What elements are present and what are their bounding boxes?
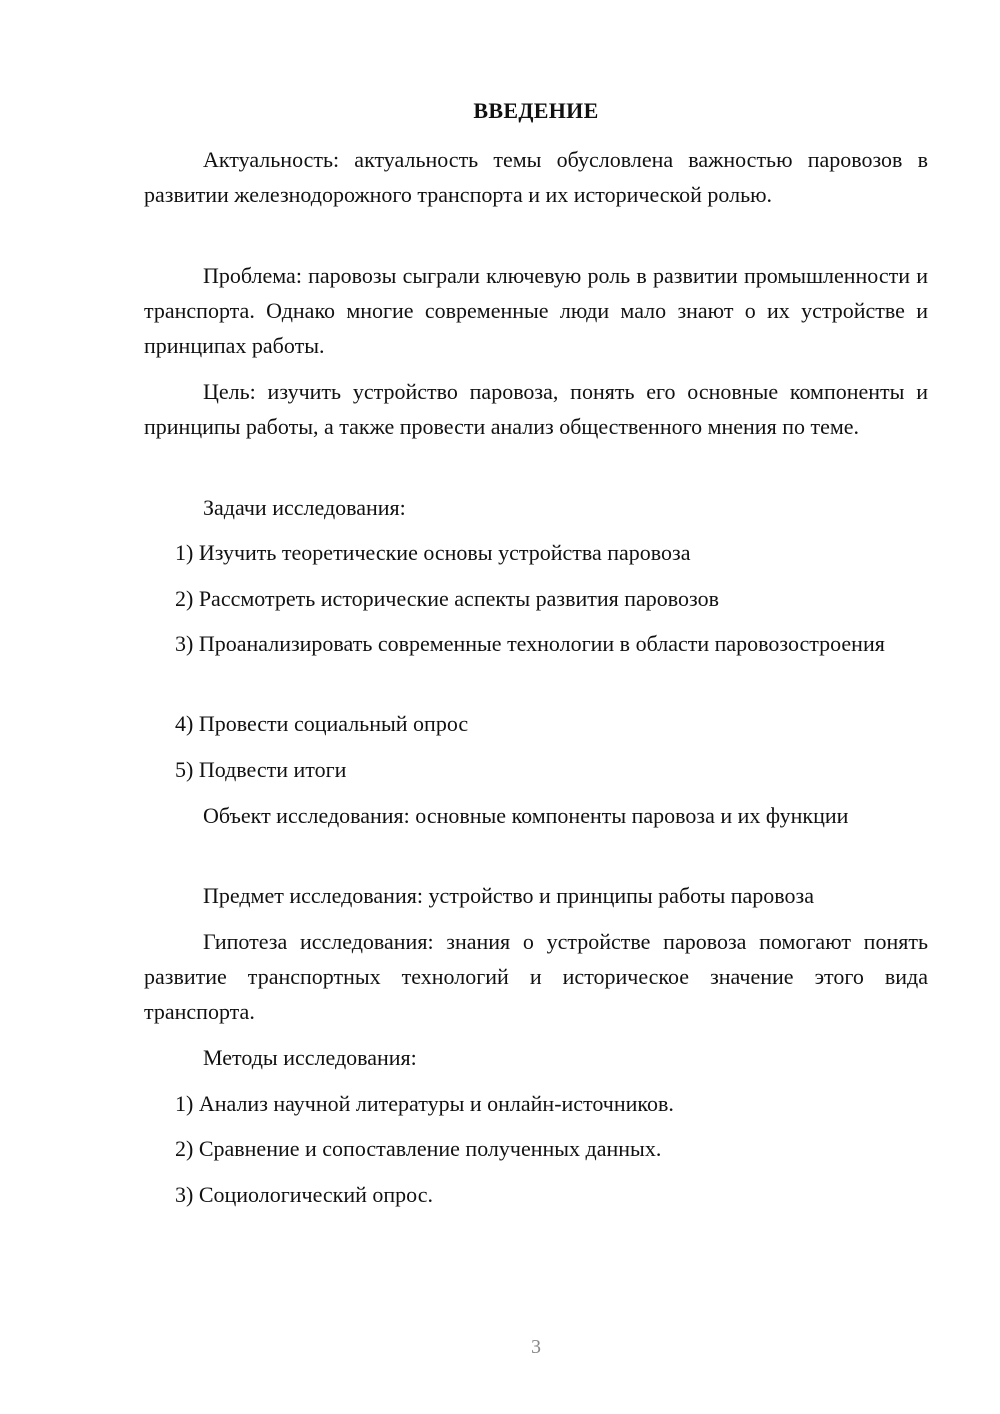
task-item-4: 4) Провести социальный опрос xyxy=(175,711,469,736)
subject-paragraph: Предмет исследования: устройство и принципы работы паровоза xyxy=(203,883,814,908)
method-item-1: 1) Анализ научной литературы и онлайн-источников. xyxy=(175,1091,674,1116)
page-title: ВВЕДЕНИЕ xyxy=(473,98,599,123)
tasks-heading: Задачи исследования: xyxy=(203,495,406,520)
task-item-3: 3) Проанализировать современные технологии в области паровозостроения xyxy=(175,631,885,656)
page-number: 3 xyxy=(531,1336,541,1358)
method-item-3: 3) Социологический опрос. xyxy=(175,1182,433,1207)
hypothesis-paragraph: Гипотеза исследования: знания о устройстве паровоза помогают понять развитие транспортных технологий и историческое значение этого вида транспорта. xyxy=(144,929,928,1024)
relevance-paragraph: Актуальность: актуальность темы обусловлена важностью паровозов в развитии железнодорожного транспорта и их исторической ролью. xyxy=(144,147,928,207)
methods-heading: Методы исследования: xyxy=(203,1045,417,1070)
task-item-5: 5) Подвести итоги xyxy=(175,757,347,782)
problem-paragraph: Проблема: паровозы сыграли ключевую роль в развитии промышленности и транспорта. Однако многие современные люди мало знают о их устройстве и принципах работы. xyxy=(144,263,928,358)
method-item-2: 2) Сравнение и сопоставление полученных данных. xyxy=(175,1136,662,1161)
task-item-2: 2) Рассмотреть исторические аспекты развития паровозов xyxy=(175,586,719,611)
task-item-1: 1) Изучить теоретические основы устройства паровоза xyxy=(175,540,691,565)
object-paragraph: Объект исследования: основные компоненты паровоза и их функции xyxy=(203,803,849,828)
goal-paragraph: Цель: изучить устройство паровоза, понять его основные компоненты и принципы работы, а также провести анализ общественного мнения по теме. xyxy=(144,379,928,439)
